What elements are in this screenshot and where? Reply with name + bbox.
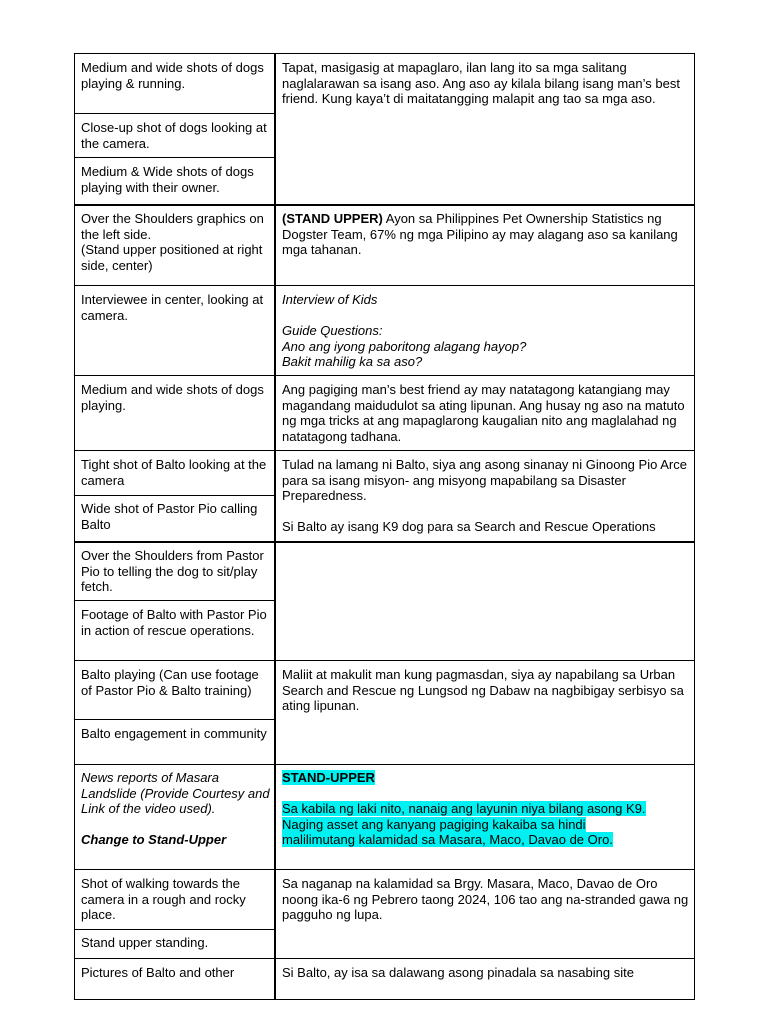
highlighted-line: malilimutang kalamidad sa Masara, Maco, Davao de Oro.	[282, 832, 613, 847]
stand-upper-heading	[282, 770, 692, 786]
highlighted-line: Naging asset ang kanyang pagiging kakaiba sa hindi	[282, 816, 586, 832]
shot-description: Close-up shot of dogs looking at the camera.	[81, 120, 271, 151]
shot-description: Over the Shoulders from Pastor Pio to telling the dog to sit/play fetch.	[81, 548, 268, 594]
shot-description: Balto playing (Can use footage of Pastor Pio & Balto training)	[81, 667, 263, 698]
shot-description: Over the Shoulders graphics on the left side. (Stand upper positioned at right side, center)	[81, 211, 264, 273]
narration-text: Si Balto, ay isa sa dalawang asong pinadala sa nasabing site	[282, 965, 634, 980]
row-divider	[74, 660, 695, 661]
narration-text: Tulad na lamang ni Balto, siya ang asong sinanay ni Ginoong Pio Arce para sa isang misyon- ang misyong mapabilang sa Disaster Preparedness.	[282, 457, 691, 503]
shot-description: Medium & Wide shots of dogs playing with their owner.	[81, 164, 258, 195]
narration-text: Tapat, masigasig at mapaglaro, ilan lang ito sa mga salitang naglalarawan sa isang aso. Ang aso ay kilala bilang isang man’s best friend. Kung kaya’t di maitatangging malapit ang tao sa mga aso.	[282, 60, 684, 106]
narration-text: Si Balto ay isang K9 dog para sa Search and Rescue Operations	[282, 519, 656, 534]
shot-description: News reports of Masara Landslide (Provide Courtesy and Link of the video used).	[81, 770, 274, 816]
row-divider	[74, 869, 695, 870]
narration-text: Sa naganap na kalamidad sa Brgy. Masara, Maco, Davao de Oro noong ika-6 ng Pebrero taong 2024, 106 tao ang na-stranded gawa ng pagguho ng lupa.	[282, 876, 692, 922]
left-subrow-divider	[74, 719, 275, 720]
highlighted-narration	[282, 817, 692, 833]
column-divider	[274, 53, 276, 1000]
shot-description: Stand upper standing.	[81, 935, 209, 950]
narration-text: Maliit at makulit man kung pagmasdan, siya ay napabilang sa Urban Search and Rescue ng Lungsod ng Dabaw na nagbibigay serbisyo sa ating lipunan.	[282, 667, 688, 713]
highlighted-narration	[282, 801, 692, 817]
stand-upper-label: STAND-UPPER	[282, 770, 375, 785]
row-divider	[74, 541, 695, 543]
guide-question: Bakit mahilig ka sa aso?	[282, 354, 423, 369]
left-subrow-divider	[74, 495, 275, 496]
row-divider	[74, 204, 695, 206]
row-divider	[74, 764, 695, 765]
left-subrow-divider	[74, 600, 275, 601]
row-divider	[74, 285, 695, 286]
interview-heading: Interview of Kids	[282, 292, 378, 307]
highlighted-line: Sa kabila ng laki nito, nanaig ang layunin niya bilang asong K9.	[282, 801, 646, 816]
shot-description: Medium and wide shots of dogs playing.	[81, 382, 268, 413]
row-divider	[74, 375, 695, 376]
left-subrow-divider	[74, 113, 275, 114]
shot-description: Medium and wide shots of dogs playing & running.	[81, 60, 268, 91]
narration-text	[282, 211, 692, 258]
left-subrow-divider	[74, 929, 275, 930]
guide-questions-label: Guide Questions:	[282, 323, 383, 338]
row-divider	[74, 450, 695, 451]
shot-description: Shot of walking towards the camera in a rough and rocky place.	[81, 876, 250, 922]
stand-upper-label: (STAND UPPER)	[282, 211, 383, 226]
highlighted-narration	[282, 832, 692, 848]
left-subrow-divider	[74, 157, 275, 158]
shot-description: Pictures of Balto and other	[81, 965, 235, 980]
narration-text: Ang pagiging man’s best friend ay may natatagong katangiang may magandang maidudulot sa ating lipunan. Ang husay ng aso na matuto ng mga tricks at ang mapaglarong kaugalian nito ang maglalahad ng natatagong tadhana.	[282, 382, 689, 444]
shot-description: Tight shot of Balto looking at the camera	[81, 457, 270, 488]
shot-description: Wide shot of Pastor Pio calling Balto	[81, 501, 261, 532]
shot-description: Interviewee in center, looking at camera.	[81, 292, 267, 323]
shot-description: Balto engagement in community	[81, 726, 267, 741]
shot-direction: Change to Stand-Upper	[81, 832, 227, 847]
guide-question: Ano ang iyong paboritong alagang hayop?	[282, 338, 527, 354]
row-divider	[74, 958, 695, 959]
narration-body: Ayon sa Philippines Pet Ownership Statistics ng Dogster Team, 67% ng mga Pilipino ay may alagang aso sa kanilang mga tahanan.	[282, 211, 682, 257]
shot-description: Footage of Balto with Pastor Pio in action of rescue operations.	[81, 607, 271, 638]
